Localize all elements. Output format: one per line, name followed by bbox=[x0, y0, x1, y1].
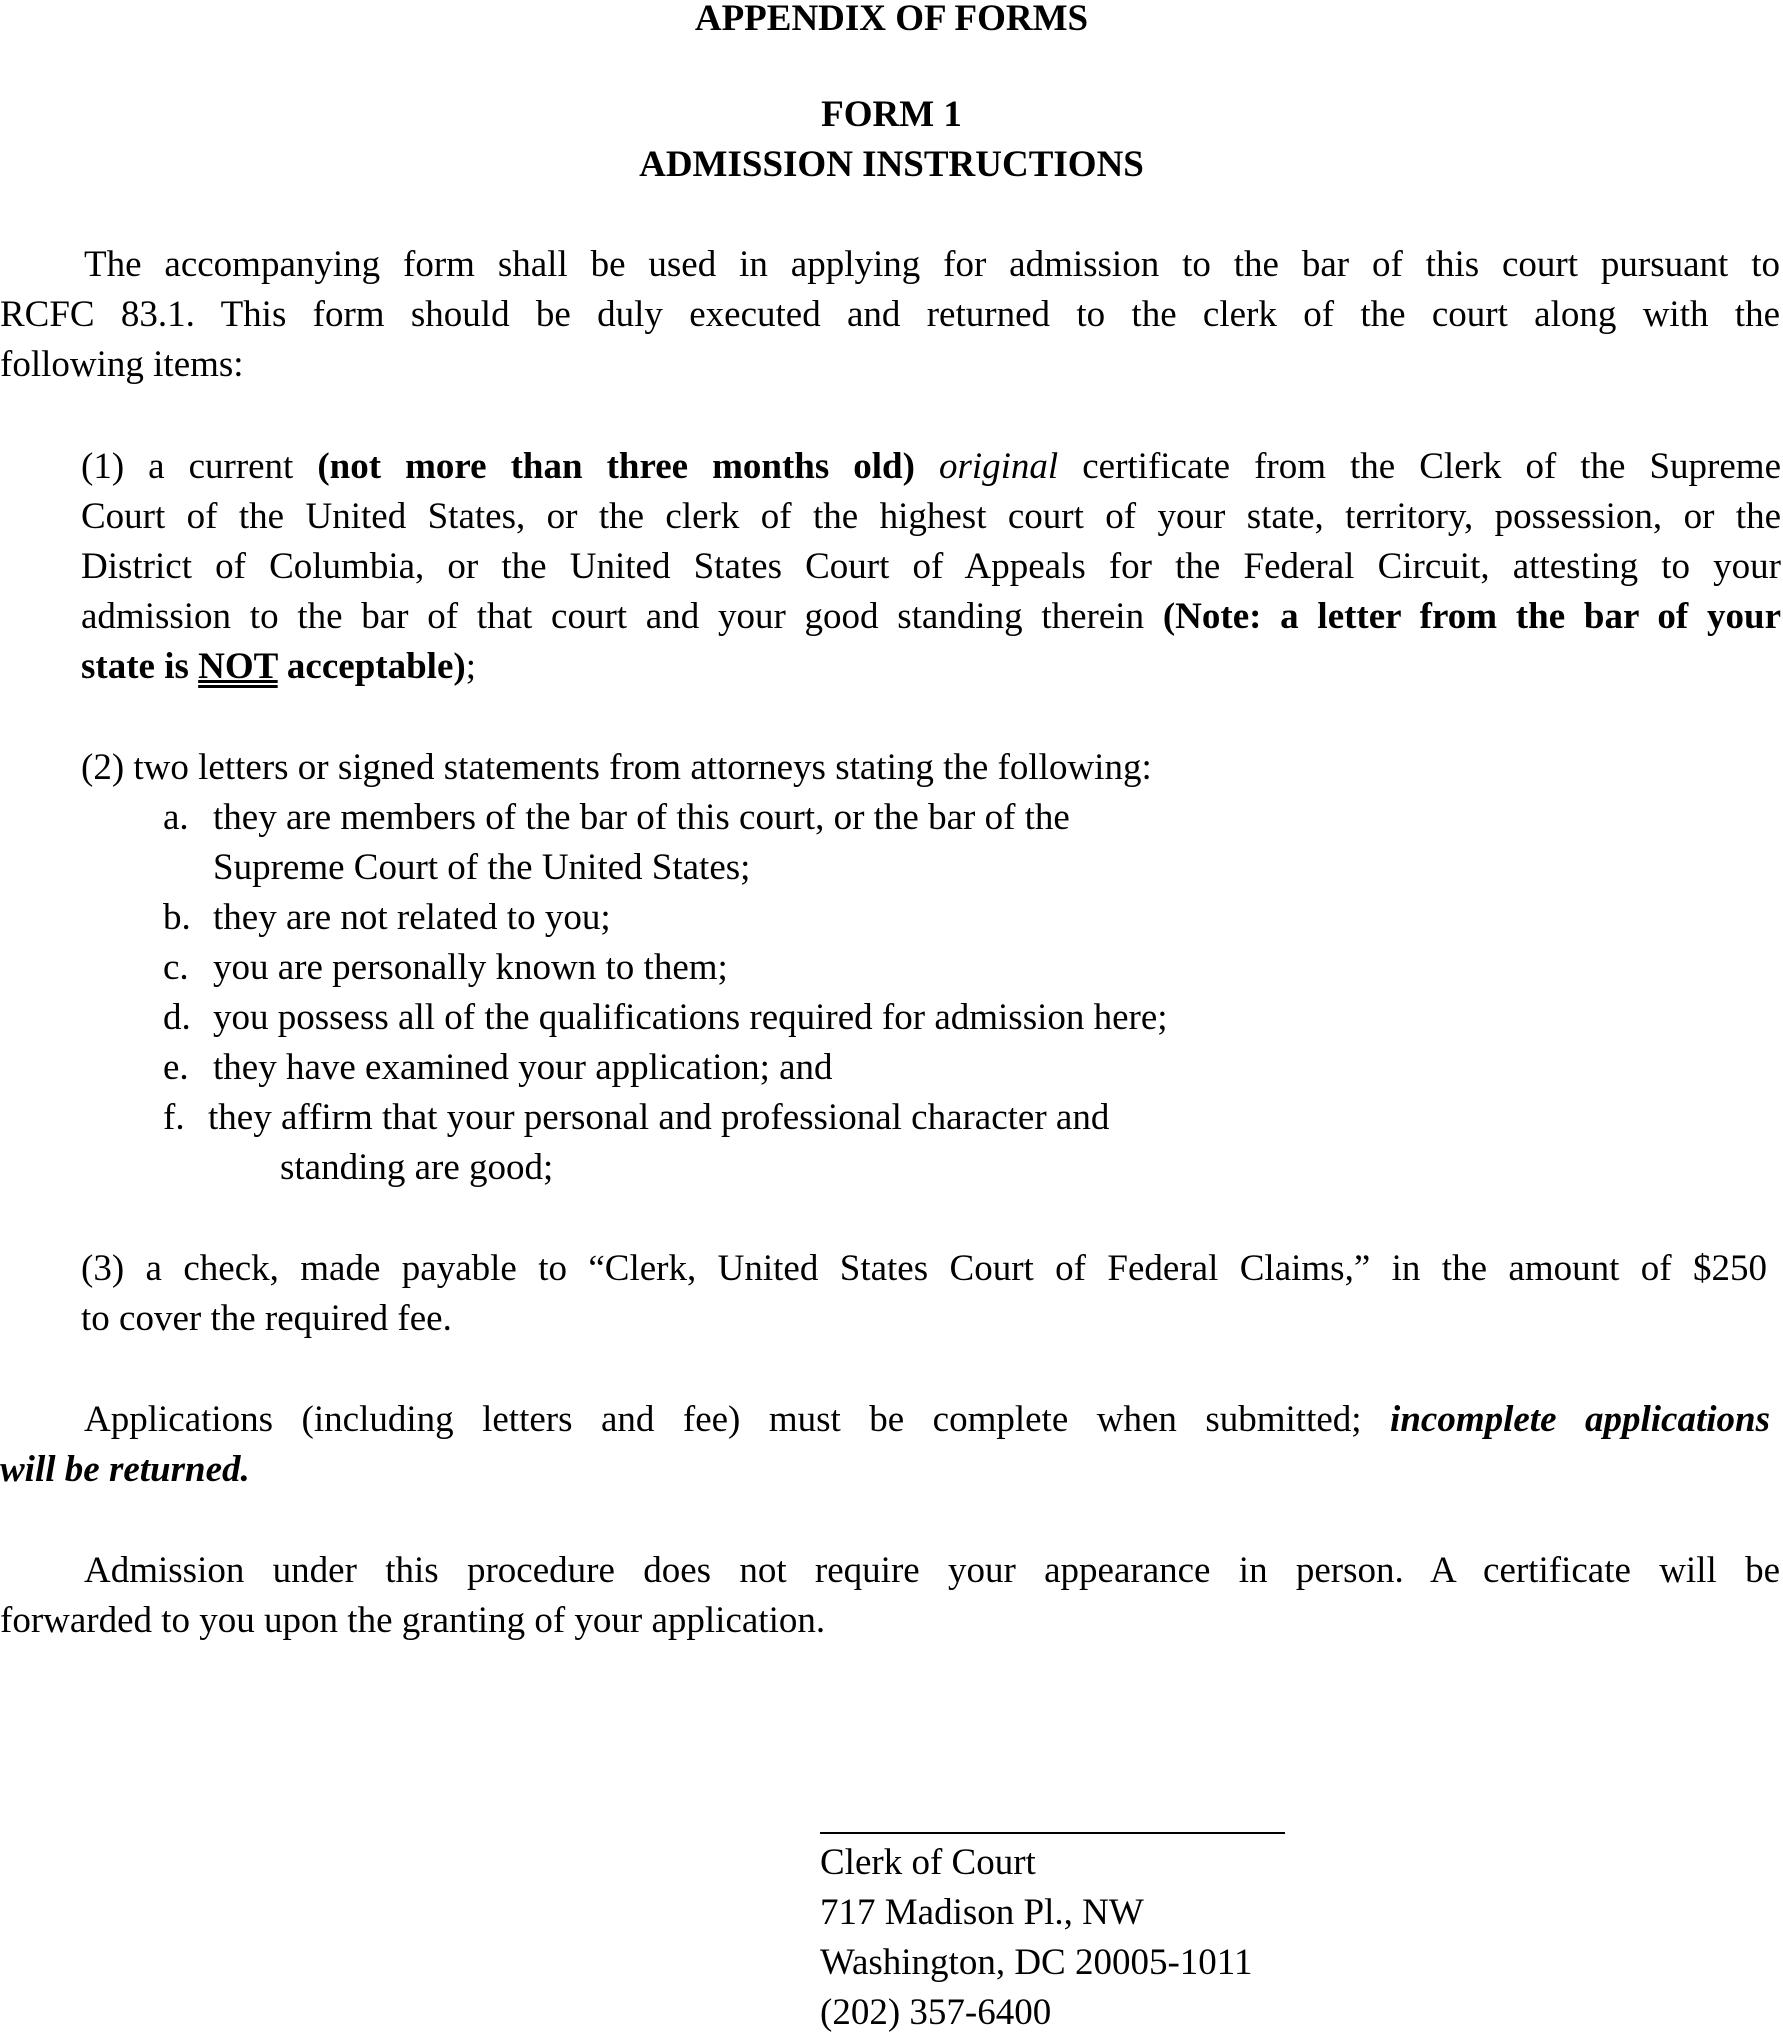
list-marker: f. bbox=[163, 1097, 185, 1138]
item-1-text-a: certificate from the Clerk of the Supreme bbox=[1058, 446, 1781, 487]
form-number: FORM 1 bbox=[821, 94, 962, 135]
form-title: ADMISSION INSTRUCTIONS bbox=[639, 144, 1144, 185]
list-item bbox=[163, 893, 1363, 943]
list-item-text: they have examined your application; and bbox=[213, 1047, 833, 1088]
item-1-line-3: District of Columbia, or the United States Court of Appeals for the Federal Circuit, attesting to your bbox=[81, 546, 1781, 587]
item-1-line-4-text: admission to the bar of that court and your good standing therein bbox=[81, 596, 1163, 637]
admission-line-2: forwarded to you upon the granting of your application. bbox=[0, 1600, 826, 1641]
list-item-text: you possess all of the qualifications required for admission here; bbox=[213, 997, 1168, 1038]
list-item-text: they are members of the bar of this court, or the bar of the bbox=[213, 797, 1070, 838]
item-1-note: (Note: a letter from the bar of your bbox=[1162, 596, 1781, 637]
list-item-continuation: standing are good; bbox=[280, 1147, 554, 1188]
list-marker: a. bbox=[163, 797, 189, 838]
list-item bbox=[163, 1093, 1363, 1143]
list-marker: d. bbox=[163, 997, 191, 1038]
signature-line bbox=[820, 1832, 1285, 1834]
clerk-city: Washington, DC 20005-1011 bbox=[820, 1942, 1253, 1983]
clerk-street: 717 Madison Pl., NW bbox=[820, 1892, 1144, 1933]
applications-text: Applications (including letters and fee) must be complete when submitted; bbox=[84, 1399, 1391, 1440]
applications-warning-a: incomplete applications bbox=[1390, 1399, 1770, 1440]
list-item bbox=[163, 793, 1363, 843]
item-1-age-requirement: (not more than three months old) bbox=[317, 446, 915, 487]
item-1-line-2: Court of the United States, or the clerk of the highest court of your state, territory, possession, or the bbox=[81, 496, 1781, 537]
list-item bbox=[163, 993, 1363, 1043]
list-item-text: they affirm that your personal and professional character and bbox=[208, 1097, 1110, 1138]
list-item bbox=[163, 1043, 1363, 1093]
admission-line-1: Admission under this procedure does not require your appearance in person. A certificate will be bbox=[84, 1550, 1780, 1591]
item-1-prefix: (1) a current bbox=[81, 446, 318, 487]
item-1-line-5-a: state is bbox=[81, 646, 199, 687]
list-item-text: you are personally known to them; bbox=[213, 947, 728, 988]
list-marker: b. bbox=[163, 897, 191, 938]
item-1-line-5-b: acceptable) bbox=[277, 646, 466, 687]
list-item-text: they are not related to you; bbox=[213, 897, 611, 938]
item-3-line-1: (3) a check, made payable to “Clerk, United States Court of Federal Claims,” in the amount of $250 bbox=[81, 1248, 1767, 1289]
item-1-not-emphasis: NOT bbox=[198, 646, 278, 687]
applications-warning-b: will be returned. bbox=[0, 1449, 250, 1490]
intro-line-3: following items: bbox=[0, 344, 244, 385]
item-3-line-2: to cover the required fee. bbox=[81, 1298, 452, 1339]
item-1-original: original bbox=[938, 446, 1059, 487]
clerk-title: Clerk of Court bbox=[820, 1842, 1036, 1883]
intro-line-1: The accompanying form shall be used in applying for admission to the bar of this court pursuant to bbox=[84, 244, 1780, 285]
list-marker: e. bbox=[163, 1047, 189, 1088]
item-1-line-5-end: ; bbox=[465, 646, 476, 687]
list-item bbox=[163, 943, 1363, 993]
intro-line-2: RCFC 83.1. This form should be duly executed and returned to the clerk of the court along with the bbox=[0, 294, 1780, 335]
item-2-intro: (2) two letters or signed statements from attorneys stating the following: bbox=[81, 747, 1152, 788]
list-item-continuation: Supreme Court of the United States; bbox=[213, 847, 751, 888]
list-marker: c. bbox=[163, 947, 189, 988]
appendix-title: APPENDIX OF FORMS bbox=[694, 0, 1089, 39]
clerk-phone: (202) 357-6400 bbox=[820, 1992, 1052, 2033]
